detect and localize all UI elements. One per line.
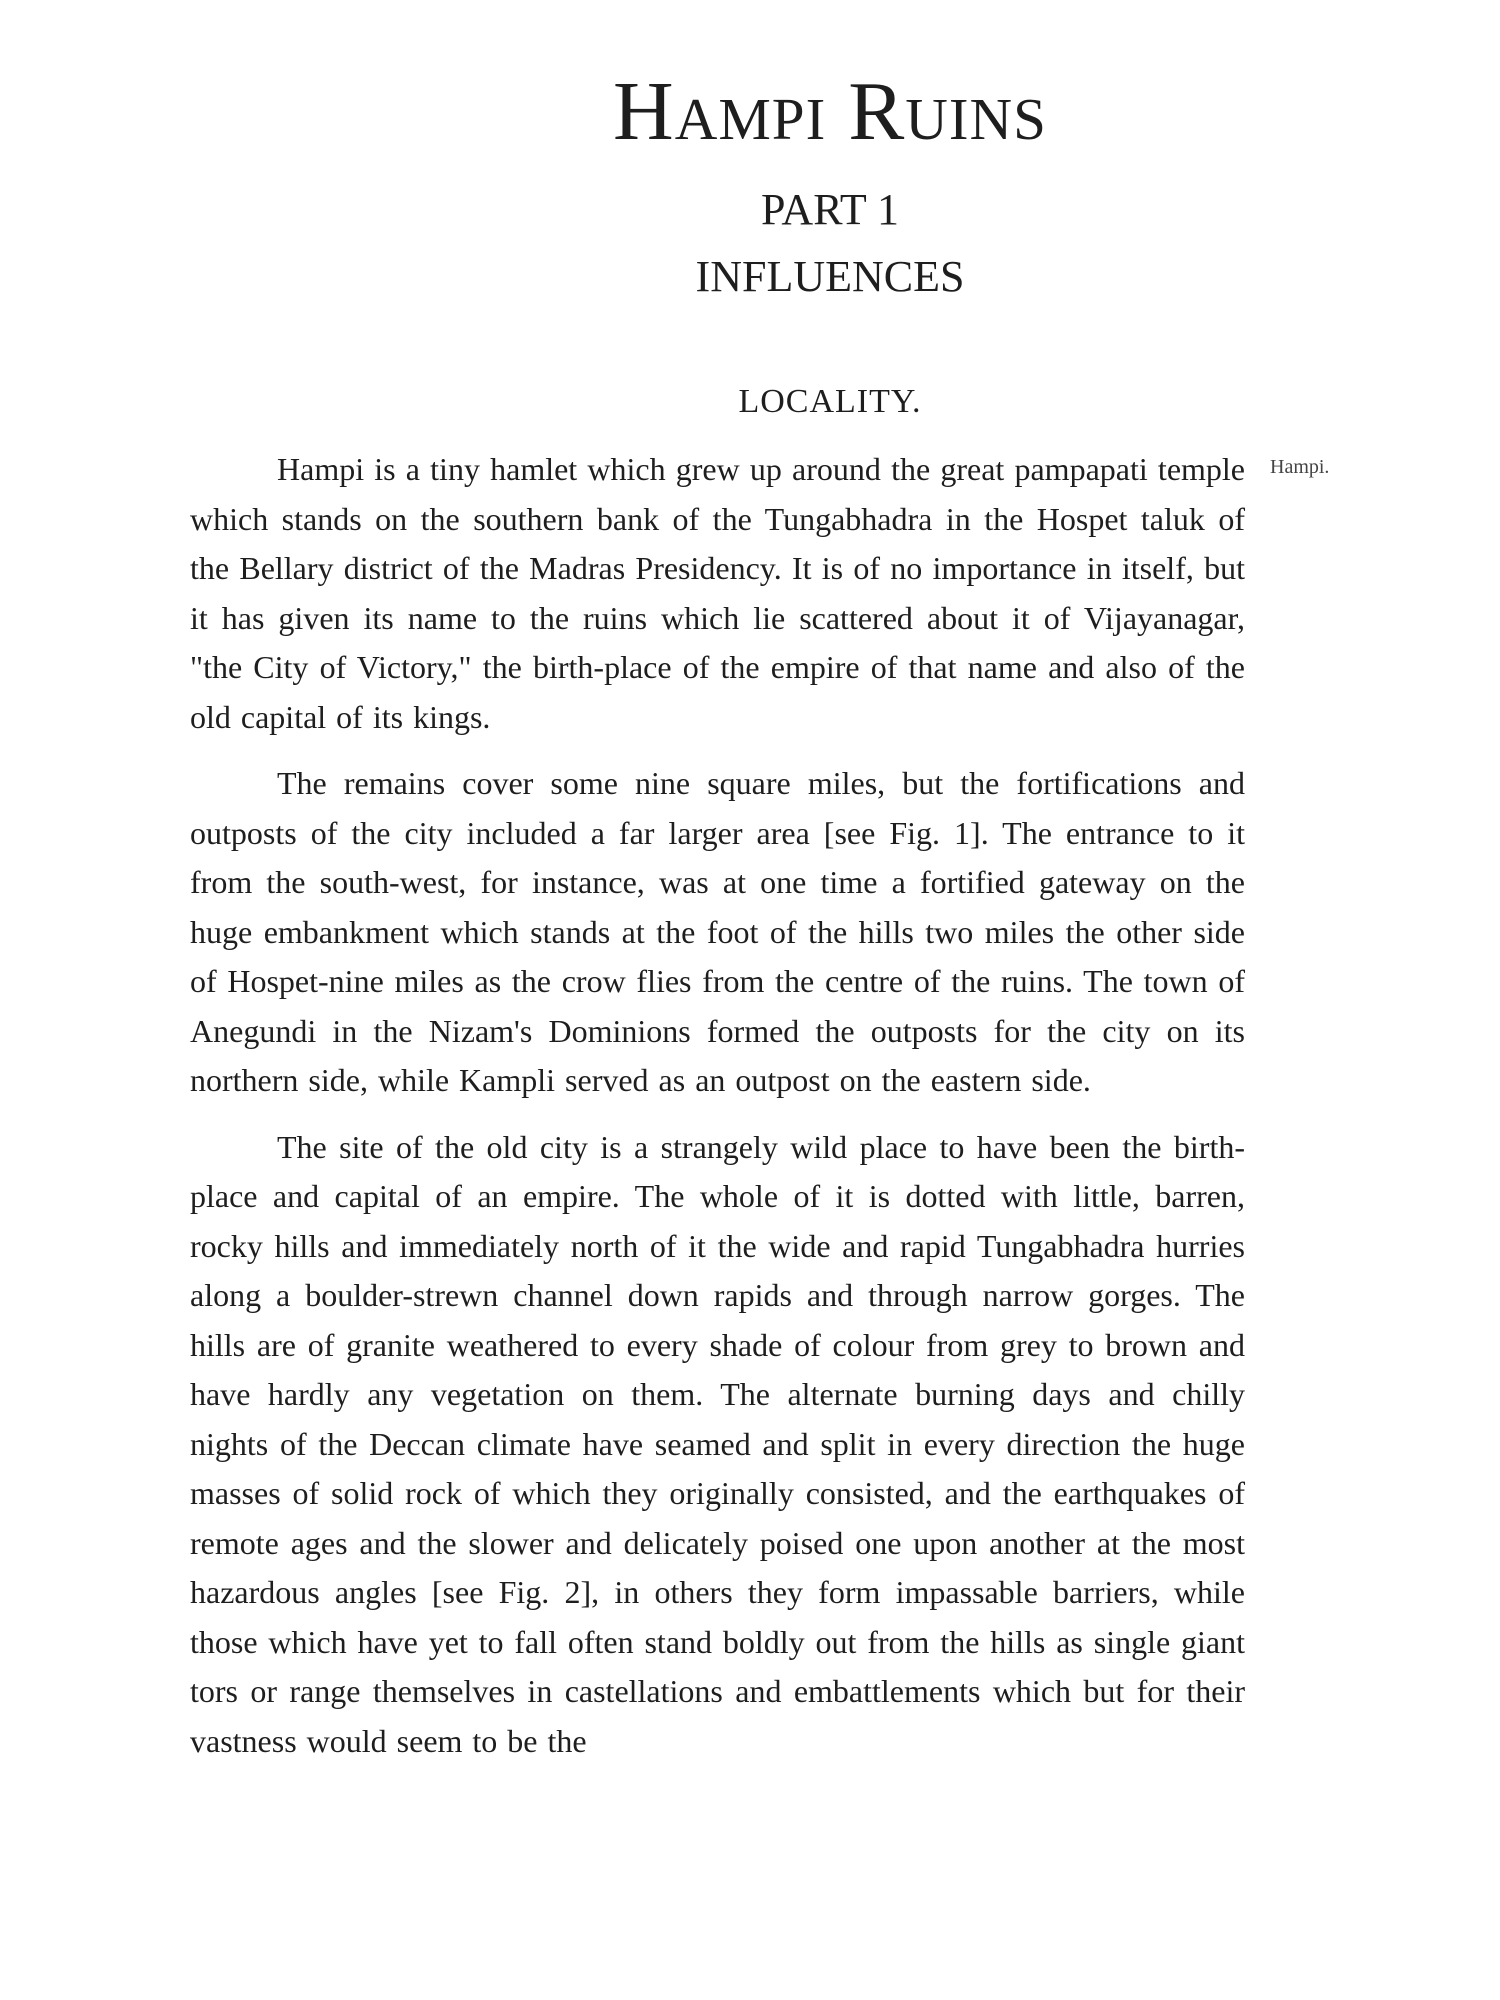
paragraph: Hampi is a tiny hamlet which grew up around the great pampapati temple which stands on the southern bank of the Tungabhadra in the Hospet taluk of the Bellary district of the Madras Presidency. It is of no importance in itself, but it has given its name to the ruins which lie scattered about it of Vijayanagar, "the City of Victory," the birth-place of the empire of that name and also of the old capital of its kings.	[190, 451, 1245, 735]
margin-note: Hampi.	[1270, 456, 1330, 478]
paragraph: The remains cover some nine square miles, but the fortifications and outposts of the city included a far larger area [see Fig. 1]. The entrance to it from the south-west, for instance, was at one time a fortified gateway on the huge embankment which stands at the foot of the hills two miles the other side of Hospet-nine miles as the crow flies from the centre of the ruins. The town of Anegundi in the Nizam's Dominions formed the outposts for the city on its northern side, while Kampli served as an outpost on the eastern side.	[190, 765, 1245, 1098]
subsection-heading: LOCALITY.	[738, 383, 922, 420]
paragraph: The site of the old city is a strangely wild place to have been the birth-place and capital of an empire. The whole of it is dotted with little, barren, rocky hills and immediately north of it the wide and rapid Tungabhadra hurries along a boulder-strewn channel down rapids and through narrow gorges. The hills are of granite weathered to every shade of colour from grey to brown and have hardly any vegetation on them. The alternate burning days and chilly nights of the Deccan climate have seamed and split in every direction the huge masses of solid rock of which they originally consisted, and the earthquakes of remote ages and the slower and delicately poised one upon another at the most hazardous angles [see Fig. 2], in others they form impassable barriers, while those which have yet to fall often stand boldly out from the hills as single giant tors or range themselves in castellations and embattlements which but for their vastness would seem to be the	[190, 1128, 1245, 1759]
section-heading: INFLUENCES	[695, 252, 965, 301]
part-heading: PART 1	[761, 185, 899, 234]
body-text	[190, 445, 1245, 1783]
page-title: Hampi Ruins	[613, 65, 1047, 158]
